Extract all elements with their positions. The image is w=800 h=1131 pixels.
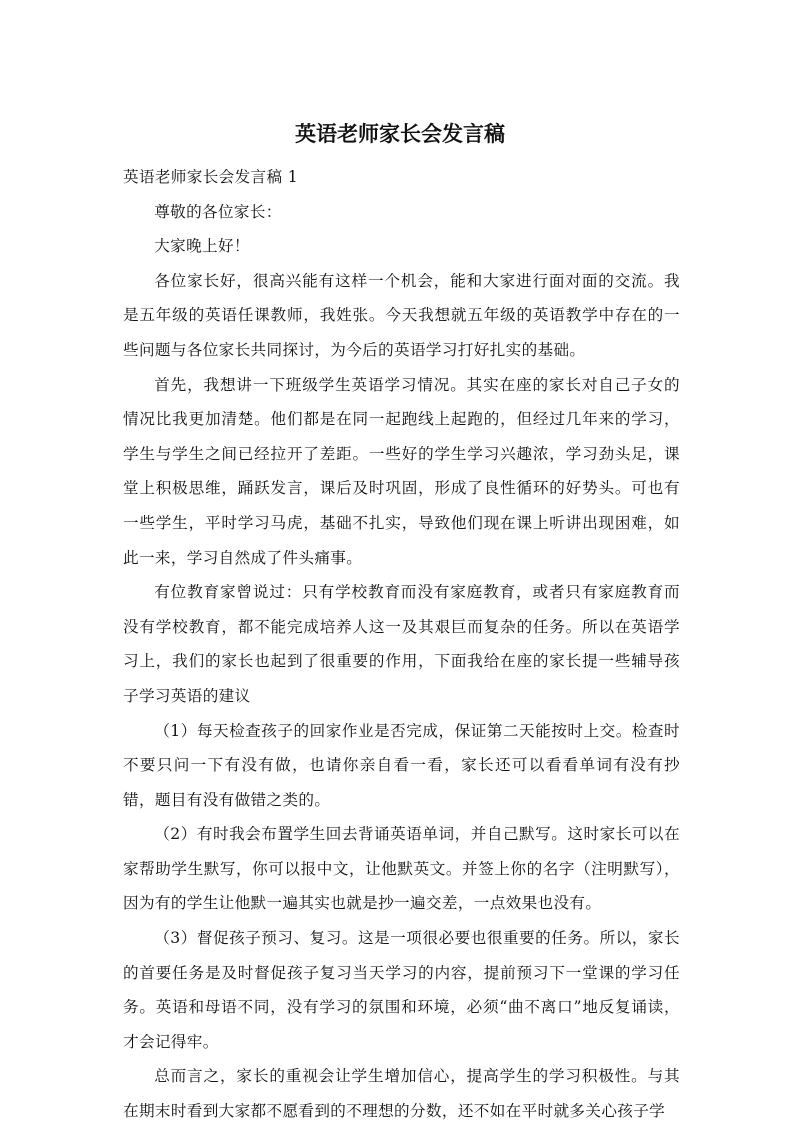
suggestion-item-1: （1）每天检查孩子的回家作业是否完成，保证第二天能按时上交。检查时不要只问一下有没有做，也请你亲自看一看，家长还可以看看单词有没有抄错，题目有没有做错之类的。 — [123, 721, 680, 809]
salutation: 尊敬的各位家长： — [154, 202, 282, 221]
suggestion-item-2: （2）有时我会布置学生回去背诵英语单词，并自己默写。这时家长可以在家帮助学生默写，你可以报中文，让他默英文。并签上你的名字（注明默写），因为有的学生让他默一遍其实也就是抄一遍交差，一点效果也没有。 — [123, 825, 680, 913]
paragraph-conclusion: 总而言之，家长的重视会让学生增加信心，提高学生的学习积极性。与其在期末时看到大家都不愿看到的不理想的分数，还不如在平时就多关心孩子学 — [123, 1067, 680, 1121]
document-body — [123, 160, 680, 1129]
paragraph-intro: 各位家长好，很高兴能有这样一个机会，能和大家进行面对面的交流。我是五年级的英语任课教师，我姓张。今天我想就五年级的英语教学中存在的一些问题与各位家长共同探讨，为今后的英语学习打好扎实的基础。 — [123, 271, 680, 359]
document-title: 英语老师家长会发言稿 — [295, 122, 505, 146]
paragraph-family-education: 有位教育家曾说过：只有学校教育而没有家庭教育，或者只有家庭教育而没有学校教育，都不能完成培养人这一及其艰巨而复杂的任务。所以在英语学习上，我们的家长也起到了很重要的作用，下面我给在座的家长提一些辅导孩子学习英语的建议 — [123, 583, 680, 705]
suggestion-item-3: （3）督促孩子预习、复习。这是一项很必要也很重要的任务。所以，家长的首要任务是及时督促孩子复习当天学习的内容，提前预习下一堂课的学习任务。英语和母语不同，没有学习的氛围和环境，必须“曲不离口”地反复诵读，才会记得牢。 — [123, 929, 680, 1051]
section-subheading: 英语老师家长会发言稿 1 — [123, 168, 299, 186]
greeting: 大家晚上好！ — [154, 237, 250, 256]
paragraph-class-situation: 首先，我想讲一下班级学生英语学习情况。其实在座的家长对自己子女的情况比我更加清楚。他们都是在同一起跑线上起跑的，但经过几年来的学习，学生与学生之间已经拉开了差距。一些好的学生学习兴趣浓，学习劲头足，课堂上积极思维，踊跃发言，课后及时巩固，形成了良性循环的好势头。可也有一些学生，平时学习马虎，基础不扎实，导致他们现在课上听讲出现困难，如此一来，学习自然成了件头痛事。 — [123, 375, 680, 567]
